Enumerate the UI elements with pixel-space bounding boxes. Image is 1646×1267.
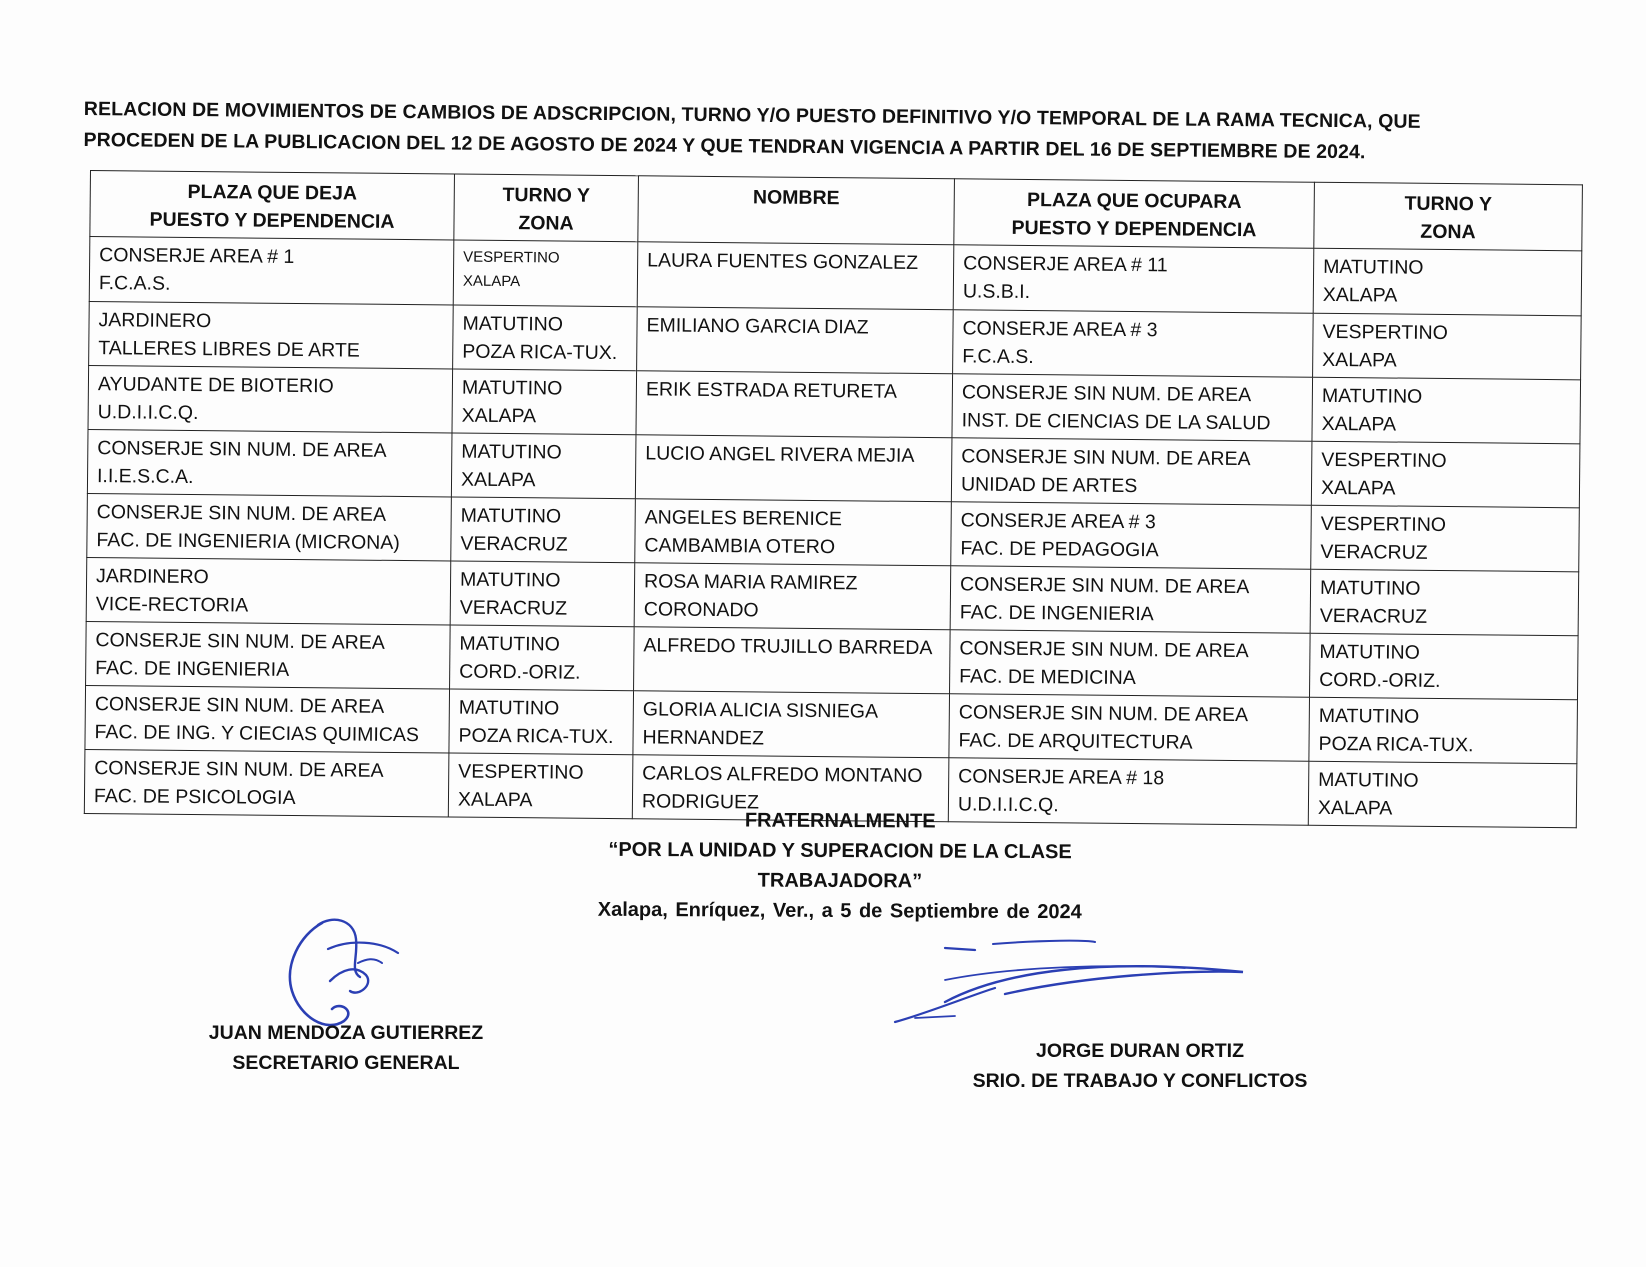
cell-plaza-ocupara	[950, 630, 1311, 697]
cell-line: XALAPA	[1322, 283, 1398, 307]
signatory-right	[950, 1036, 1330, 1096]
cell-line: CAMBAMBIA OTERO	[644, 534, 836, 559]
cell-turno-zona-deja	[451, 433, 636, 499]
cell-turno-zona-ocupara	[1311, 505, 1580, 572]
cell-line: U.D.I.I.C.Q.	[97, 401, 199, 425]
cell-line: UNIDAD DE ARTES	[960, 473, 1138, 498]
cell-turno-zona-ocupara	[1308, 761, 1577, 828]
cell-line: CONSERJE SIN NUM. DE AREA	[95, 629, 385, 654]
cell-line: VESPERTINO	[1322, 320, 1448, 345]
title-line-1: RELACION DE MOVIMIENTOS DE CAMBIOS DE ADSCRIPCION, TURNO Y/O PUESTO DEFINITIVO Y/O TEMPORAL DE LA RAMA TECNICA, QUE	[83, 97, 1421, 133]
cell-plaza-deja	[87, 493, 452, 560]
cell-plaza-deja	[88, 365, 453, 432]
cell-line: MATUTINO	[1318, 704, 1420, 728]
cell-turno-zona-ocupara	[1313, 248, 1582, 316]
cell-line: CONSERJE SIN NUM. DE AREA	[959, 637, 1249, 663]
cell-line: CONSERJE AREA # 1	[99, 244, 295, 268]
cell-line: XALAPA	[1322, 348, 1397, 372]
cell-plaza-ocupara	[953, 310, 1314, 377]
cell-line: POZA RICA-TUX.	[462, 340, 618, 365]
signature-jorge-duran	[885, 930, 1255, 1040]
cell-line: FAC. DE INGENIERIA (MICRONA)	[96, 529, 400, 554]
cell-line: XALAPA	[1317, 796, 1393, 820]
cell-line: VERACRUZ	[1320, 540, 1428, 564]
cell-line: FAC. DE PEDAGOGIA	[960, 537, 1159, 562]
cell-line: VERACRUZ	[1319, 604, 1428, 628]
cell-plaza-ocupara	[949, 694, 1310, 761]
signatory-name: JORGE DURAN ORTIZ	[1035, 1040, 1244, 1062]
cell-line: U.D.I.I.C.Q.	[957, 793, 1059, 817]
cell-line: XALAPA	[1320, 476, 1396, 500]
cell-line: LUCIO ANGEL RIVERA MEJIA	[645, 442, 915, 467]
cell-line: CORONADO	[643, 598, 759, 622]
signatory-name: JUAN MENDOZA GUTIERREZ	[208, 1022, 484, 1044]
cell-line: MATUTINO	[1319, 576, 1421, 600]
cell-turno-zona-deja	[452, 369, 637, 435]
cell-line: CONSERJE SIN NUM. DE AREA	[96, 501, 387, 526]
cell-plaza-ocupara	[950, 566, 1311, 633]
cell-line: XALAPA	[462, 272, 521, 291]
cell-line: XALAPA	[457, 788, 533, 812]
cell-line: VERACRUZ	[459, 596, 568, 620]
cell-line: ANGELES BERENICE	[644, 506, 843, 531]
cell-turno-zona-deja	[450, 625, 635, 691]
cell-line: XALAPA	[461, 404, 537, 428]
cell-line: ALFREDO TRUJILLO BARREDA	[643, 634, 933, 660]
cell-line: FAC. DE ING. Y CIECIAS QUIMICAS	[94, 721, 420, 747]
cell-line: VESPERTINO	[458, 760, 584, 784]
cell-plaza-ocupara	[953, 245, 1314, 313]
cell-line: VICE-RECTORIA	[95, 593, 249, 617]
cell-turno-zona-ocupara	[1309, 633, 1578, 700]
cell-line: VESPERTINO	[1320, 512, 1447, 537]
cell-plaza-deja	[86, 621, 451, 688]
cell-line: LAURA FUENTES GONZALEZ	[647, 249, 919, 274]
cell-line: CORD.-ORIZ.	[459, 660, 581, 684]
cell-line: CONSERJE AREA # 18	[958, 765, 1165, 790]
cell-nombre	[637, 307, 954, 374]
cell-line: GLORIA ALICIA SISNIEGA	[642, 698, 879, 723]
cell-line: XALAPA	[460, 468, 536, 492]
cell-line: RODRIGUEZ	[641, 790, 760, 814]
cell-turno-zona-ocupara	[1310, 569, 1579, 636]
cell-turno-zona-ocupara	[1311, 441, 1580, 508]
cell-nombre	[636, 371, 953, 438]
cell-line: EMILIANO GARCIA DIAZ	[646, 314, 869, 339]
cell-line: CARLOS ALFREDO MONTANO	[642, 762, 923, 788]
cell-line: I.I.E.S.C.A.	[96, 465, 194, 489]
cell-line: CONSERJE SIN NUM. DE AREA	[94, 757, 384, 782]
cell-line: FAC. DE INGENIERIA	[959, 601, 1154, 626]
signatory-left	[196, 1018, 496, 1078]
cell-line: AYUDANTE DE BIOTERIO	[97, 373, 334, 398]
cell-line: MATUTINO	[459, 632, 560, 656]
cell-line: FAC. DE ARQUITECTURA	[958, 729, 1193, 754]
cell-line: CONSERJE AREA # 3	[960, 509, 1156, 534]
closing-block	[560, 805, 1121, 928]
cell-line: CONSERJE SIN NUM. DE AREA	[961, 381, 1252, 407]
cell-line: CONSERJE SIN NUM. DE AREA	[959, 573, 1250, 599]
cell-line: U.S.B.I.	[962, 280, 1031, 304]
cell-nombre	[634, 627, 951, 694]
title-line-2: PROCEDEN DE LA PUBLICACION DEL 12 DE AGOSTO DE 2024 Y QUE TENDRAN VIGENCIA A PARTIR DEL 16 DE SEPTIEMBRE DE 2024.	[83, 128, 1366, 164]
cell-line: POZA RICA-TUX.	[458, 724, 614, 749]
cell-turno-zona-deja	[449, 689, 634, 755]
document-title	[83, 94, 1584, 170]
cell-plaza-ocupara	[951, 502, 1312, 569]
cell-line: CONSERJE SIN NUM. DE AREA	[97, 437, 387, 462]
cell-line: F.C.A.S.	[98, 272, 171, 295]
cell-line: MATUTINO	[1319, 640, 1420, 664]
movements-table	[84, 170, 1583, 828]
cell-plaza-deja	[84, 749, 449, 816]
cell-line: MATUTINO	[459, 568, 561, 592]
cell-line: CONSERJE SIN NUM. DE AREA	[961, 445, 1251, 471]
cell-line: MATUTINO	[462, 312, 564, 336]
cell-turno-zona-deja	[450, 561, 635, 627]
cell-line: CORD.-ORIZ.	[1319, 668, 1441, 692]
motto: “POR LA UNIDAD Y SUPERACION DE LA CLASE TRABAJADORA”	[608, 838, 1072, 893]
cell-line: MATUTINO	[1323, 255, 1424, 279]
cell-nombre	[635, 499, 952, 566]
cell-turno-zona-deja	[453, 240, 638, 307]
header-plaza-ocupara: PLAZA QUE OCUPARA PUESTO Y DEPENDENCIA	[954, 179, 1315, 248]
cell-line: MATUTINO	[461, 440, 562, 464]
header-nombre: NOMBRE	[638, 176, 955, 245]
cell-line: MATUTINO	[1318, 768, 1419, 792]
cell-line: F.C.A.S.	[962, 345, 1034, 369]
cell-line: CONSERJE AREA # 3	[962, 317, 1158, 342]
cell-line: FAC. DE MEDICINA	[959, 665, 1136, 690]
cell-nombre	[635, 435, 952, 502]
cell-turno-zona-ocupara	[1312, 377, 1581, 444]
cell-turno-zona-ocupara	[1309, 697, 1578, 764]
salutation: FRATERNALMENTE	[744, 809, 936, 833]
cell-line: MATUTINO	[458, 696, 560, 720]
cell-line: VESPERTINO	[463, 248, 560, 267]
cell-nombre	[634, 563, 951, 630]
movements-table-wrapper	[84, 170, 1582, 828]
cell-line: ERIK ESTRADA RETURETA	[645, 378, 898, 403]
cell-line: MATUTINO	[1321, 384, 1423, 408]
cell-plaza-deja	[85, 685, 450, 752]
cell-line: INST. DE CIENCIAS DE LA SALUD	[961, 409, 1271, 435]
cell-plaza-ocupara	[952, 374, 1313, 441]
cell-plaza-deja	[87, 429, 452, 496]
cell-line: VESPERTINO	[1321, 448, 1447, 473]
cell-turno-zona-deja	[453, 305, 638, 371]
cell-line: TALLERES LIBRES DE ARTE	[98, 337, 360, 362]
cell-line: XALAPA	[1321, 412, 1397, 436]
signatory-position: SRIO. DE TRABAJO Y CONFLICTOS	[972, 1070, 1308, 1092]
cell-line: JARDINERO	[95, 565, 209, 589]
cell-line: FAC. DE INGENIERIA	[95, 657, 290, 681]
cell-nombre	[633, 691, 950, 758]
cell-line: HERNANDEZ	[642, 726, 765, 750]
cell-line: ROSA MARIA RAMIREZ	[643, 570, 858, 595]
cell-turno-zona-ocupara	[1313, 313, 1582, 380]
cell-line: CONSERJE AREA # 11	[963, 252, 1168, 277]
cell-line: JARDINERO	[98, 309, 212, 333]
cell-line: VERACRUZ	[460, 532, 568, 556]
cell-line: MATUTINO	[460, 504, 562, 528]
header-turno-zona-deja: TURNO Y ZONA	[454, 174, 639, 242]
cell-nombre	[637, 242, 954, 310]
cell-line: CONSERJE SIN NUM. DE AREA	[958, 701, 1249, 727]
header-turno-zona-ocupara: TURNO Y ZONA	[1314, 182, 1583, 251]
cell-plaza-deja	[86, 557, 451, 624]
cell-plaza-deja	[89, 237, 454, 305]
cell-line: FAC. DE PSICOLOGIA	[93, 785, 296, 810]
signatory-position: SECRETARIO GENERAL	[232, 1052, 460, 1074]
table-body	[84, 237, 1581, 828]
cell-line: MATUTINO	[461, 376, 563, 400]
header-plaza-deja: PLAZA QUE DEJA PUESTO Y DEPENDENCIA	[90, 171, 455, 240]
cell-turno-zona-deja	[451, 497, 636, 563]
cell-plaza-deja	[89, 301, 454, 368]
cell-line: CONSERJE SIN NUM. DE AREA	[94, 693, 385, 718]
cell-plaza-ocupara	[951, 438, 1312, 505]
place-date: Xalapa, Enríquez, Ver., a 5 de Septiembre de 2024	[597, 898, 1082, 924]
cell-line: POZA RICA-TUX.	[1318, 732, 1474, 757]
